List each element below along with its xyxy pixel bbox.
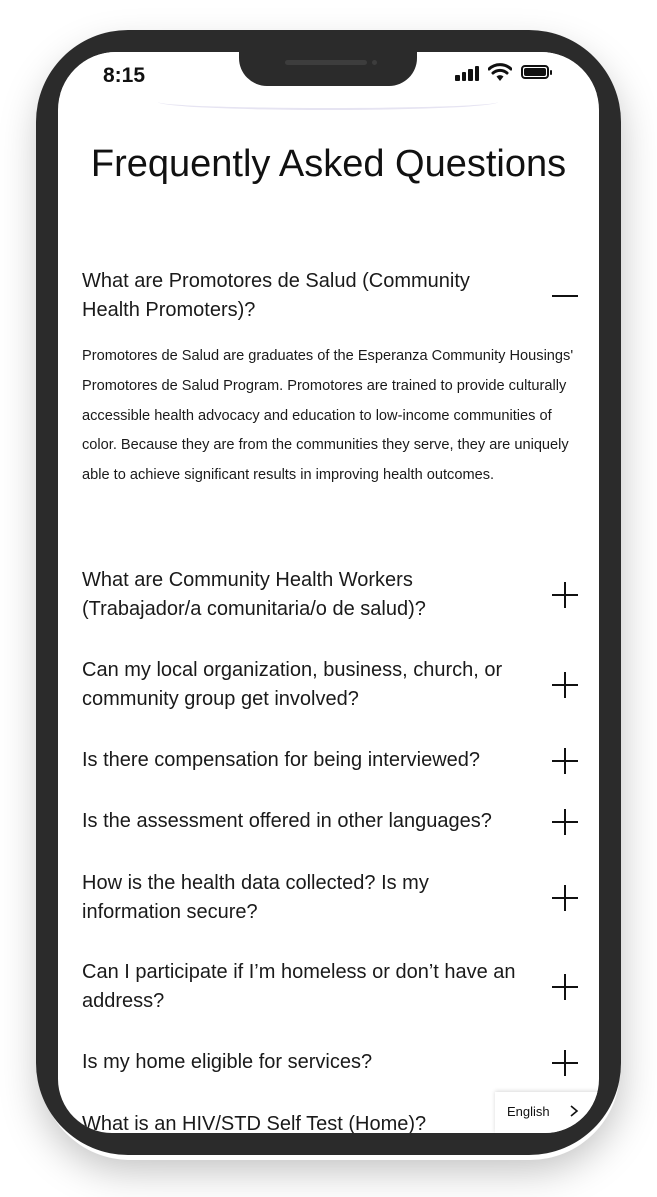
faq-answer: Promotores de Salud are graduates of the Esperanza Community Housings' Promotores de Salud Program. Promotores are trained to provide culturally accessible health advocacy and education to low-income communities of color. Because they are from the communities they serve, they are uniquely able to achieve significant results in improving health outcomes. [82, 348, 574, 484]
header-arc-decoration [158, 94, 498, 110]
faq-question[interactable]: What are Community Health Workers (Trabajador/a comunitaria/o de salud)? [82, 569, 426, 620]
wifi-icon [488, 62, 512, 82]
language-selector[interactable] [495, 1092, 599, 1133]
faq-item[interactable] [82, 746, 579, 775]
speaker-grille [285, 60, 367, 65]
front-camera [372, 60, 377, 65]
device-screen [58, 52, 599, 1133]
language-label: English [507, 1104, 550, 1119]
faq-question[interactable]: Can my local organization, business, church, or community group get involved? [82, 659, 503, 710]
plus-icon[interactable] [551, 973, 579, 1001]
faq-item[interactable] [82, 1048, 579, 1077]
faq-item[interactable] [82, 869, 579, 927]
plus-icon[interactable] [551, 884, 579, 912]
signal-icon [455, 65, 481, 81]
faq-question[interactable]: Can I participate if I’m homeless or don’t have an address? [82, 961, 516, 1012]
faq-question[interactable]: Is my home eligible for services? [82, 1051, 373, 1073]
minus-icon[interactable] [551, 282, 579, 310]
battery-icon [521, 65, 549, 79]
page-title: Frequently Asked Questions [90, 143, 567, 185]
faq-item[interactable] [82, 566, 579, 624]
faq-question[interactable]: What are Promotores de Salud (Community Health Promoters)? [82, 270, 470, 321]
plus-icon[interactable] [551, 1049, 579, 1077]
plus-icon[interactable] [551, 808, 579, 836]
faq-question[interactable]: What is an HIV/STD Self Test (Home)? [82, 1113, 427, 1133]
faq-item[interactable] [82, 958, 579, 1016]
faq-item[interactable] [82, 656, 579, 714]
chevron-right-icon [569, 1104, 579, 1118]
faq-question[interactable]: How is the health data collected? Is my information secure? [82, 872, 429, 923]
faq-question[interactable]: Is there compensation for being interviewed? [82, 749, 481, 771]
status-time: 8:15 [103, 64, 146, 87]
faq-question[interactable]: Is the assessment offered in other languages? [82, 810, 492, 832]
faq-item[interactable] [82, 807, 579, 836]
plus-icon[interactable] [551, 671, 579, 699]
device-notch [239, 52, 417, 86]
faq-item[interactable] [82, 267, 579, 325]
status-bar [58, 52, 599, 94]
plus-icon[interactable] [551, 747, 579, 775]
plus-icon[interactable] [551, 581, 579, 609]
